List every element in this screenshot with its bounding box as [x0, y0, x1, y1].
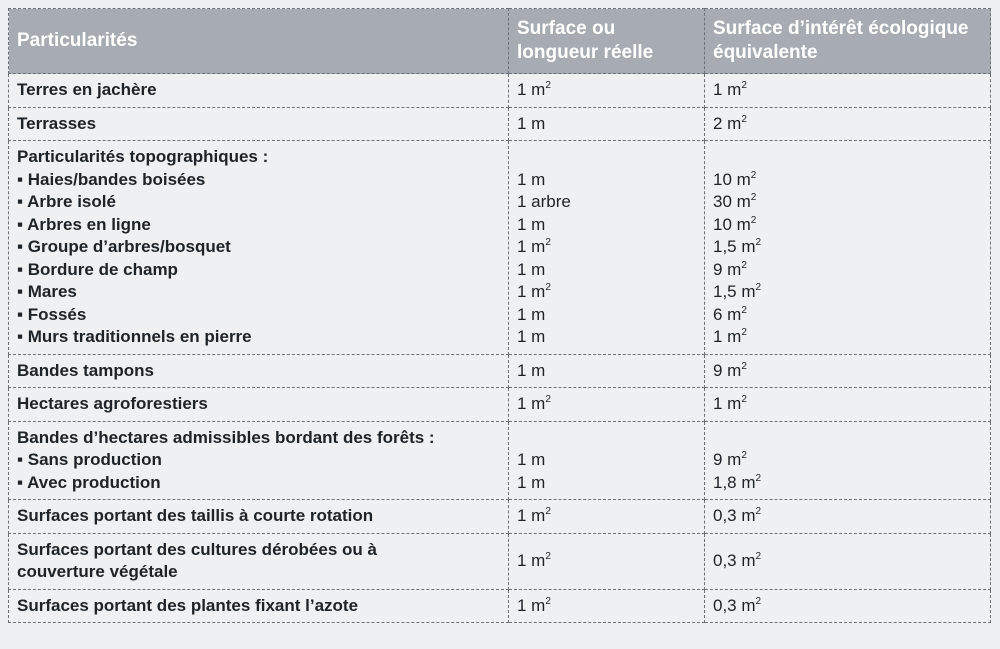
cell-line: 1 $m^2$ — [517, 282, 551, 301]
table-row — [9, 354, 991, 388]
cell-line: 0,3 $m^2$ — [713, 595, 762, 615]
cell-line: ▪ Arbre isolé — [17, 192, 116, 211]
cell-line: 1 $m^2$ — [517, 237, 551, 256]
cell-line: ▪ Fossés — [17, 304, 87, 324]
cell-particularite — [9, 589, 509, 623]
cell-particularite — [9, 388, 509, 422]
header-surface-reelle: Surface ou longueur réelle — [509, 9, 705, 74]
cell-line: 9 $m^2$ — [713, 259, 747, 279]
cell-line: 9 $m^2$ — [713, 360, 747, 380]
cell-line: 1,5 $m^2$ — [713, 237, 762, 256]
cell-surface-equivalente — [705, 354, 991, 388]
cell-line: couverture végétale — [17, 562, 178, 581]
cell-surface-reelle — [509, 354, 705, 388]
cell-line: 1 m — [517, 327, 546, 346]
table-row — [9, 533, 991, 589]
cell-line: 1 $m^2$ — [713, 394, 747, 413]
cell-line: 1 m — [517, 360, 546, 380]
cell-line: 30 $m^2$ — [713, 192, 757, 211]
cell-surface-equivalente — [705, 589, 991, 623]
cell-line: Particularités topographiques : — [17, 147, 269, 166]
table-row — [9, 421, 991, 500]
cell-surface-reelle — [509, 74, 705, 108]
cell-surface-equivalente — [705, 388, 991, 422]
cell-line: 1,8 $m^2$ — [713, 472, 762, 492]
cell-line: 1 m — [517, 169, 546, 189]
cell-line: Terrasses — [17, 113, 97, 133]
cell-particularite — [9, 74, 509, 108]
cell-line: ▪ Groupe d’arbres/bosquet — [17, 237, 231, 256]
cell-particularite — [9, 354, 509, 388]
cell-surface-reelle — [509, 388, 705, 422]
cell-line: 2 $m^2$ — [713, 113, 747, 133]
cell-line: ▪ Haies/bandes boisées — [17, 169, 206, 189]
cell-line: 1 arbre — [517, 192, 571, 211]
cell-surface-equivalente — [705, 141, 991, 355]
table-row — [9, 388, 991, 422]
cell-surface-reelle — [509, 107, 705, 141]
cell-particularite — [9, 500, 509, 534]
table-header-row — [9, 9, 991, 74]
cell-surface-equivalente — [705, 533, 991, 589]
cell-line: 1 $m^2$ — [713, 327, 747, 346]
cell-surface-equivalente — [705, 107, 991, 141]
header-particularites: Particularités — [9, 9, 509, 74]
empty-line — [713, 146, 982, 169]
cell-line: 1 $m^2$ — [517, 506, 551, 525]
cell-line: ▪ Bordure de champ — [17, 259, 178, 279]
cell-line: 9 $m^2$ — [713, 450, 747, 469]
cell-line: 1 m — [517, 472, 546, 492]
cell-line: 10 $m^2$ — [713, 214, 757, 234]
cell-line: ▪ Murs traditionnels en pierre — [17, 327, 252, 346]
cell-surface-reelle — [509, 500, 705, 534]
cell-line: ▪ Sans production — [17, 450, 162, 469]
cell-particularite — [9, 533, 509, 589]
header-surface-equivalente: Surface d’intérêt écologique équivalente — [705, 9, 991, 74]
cell-surface-reelle — [509, 421, 705, 500]
cell-line: 1 $m^2$ — [713, 80, 747, 99]
cell-line: 1 $m^2$ — [517, 550, 551, 570]
cell-line: 0,3 $m^2$ — [713, 550, 762, 570]
cell-line: 1 $m^2$ — [517, 80, 551, 99]
cell-surface-reelle — [509, 533, 705, 589]
cell-line: 1 m — [517, 259, 546, 279]
table-row — [9, 141, 991, 355]
cell-line: Surfaces portant des plantes fixant l’azote — [17, 595, 359, 615]
ecological-focus-area-table — [8, 8, 991, 623]
cell-line: 6 $m^2$ — [713, 304, 747, 324]
table-row — [9, 500, 991, 534]
cell-line: ▪ Mares — [17, 282, 77, 301]
cell-line: Terres en jachère — [17, 80, 157, 99]
cell-line: Hectares agroforestiers — [17, 394, 208, 413]
cell-line: 10 $m^2$ — [713, 169, 757, 189]
empty-line — [517, 146, 696, 169]
cell-line: 1 $m^2$ — [517, 394, 551, 413]
cell-line: 1 m — [517, 113, 546, 133]
cell-surface-equivalente — [705, 74, 991, 108]
cell-line: ▪ Avec production — [17, 472, 161, 492]
table-row — [9, 107, 991, 141]
cell-surface-reelle — [509, 589, 705, 623]
cell-line: Bandes tampons — [17, 360, 154, 380]
table-body — [9, 74, 991, 623]
cell-particularite — [9, 107, 509, 141]
empty-line — [713, 427, 982, 450]
cell-particularite — [9, 141, 509, 355]
cell-line: 1 m — [517, 304, 546, 324]
cell-line: 1 $m^2$ — [517, 595, 551, 615]
cell-line: ▪ Arbres en ligne — [17, 214, 151, 234]
cell-surface-equivalente — [705, 500, 991, 534]
cell-line: Bandes d’hectares admissibles bordant des forêts : — [17, 427, 435, 447]
table-row — [9, 589, 991, 623]
cell-line: Surfaces portant des cultures dérobées ou à — [17, 539, 377, 559]
cell-line: 1 m — [517, 450, 546, 469]
cell-line: 0,3 $m^2$ — [713, 506, 762, 525]
empty-line — [517, 427, 696, 450]
cell-line: 1 m — [517, 214, 546, 234]
cell-surface-equivalente — [705, 421, 991, 500]
cell-line: Surfaces portant des taillis à courte rotation — [17, 506, 374, 525]
cell-particularite — [9, 421, 509, 500]
table-row — [9, 74, 991, 108]
cell-surface-reelle — [509, 141, 705, 355]
cell-line: 1,5 $m^2$ — [713, 282, 762, 301]
